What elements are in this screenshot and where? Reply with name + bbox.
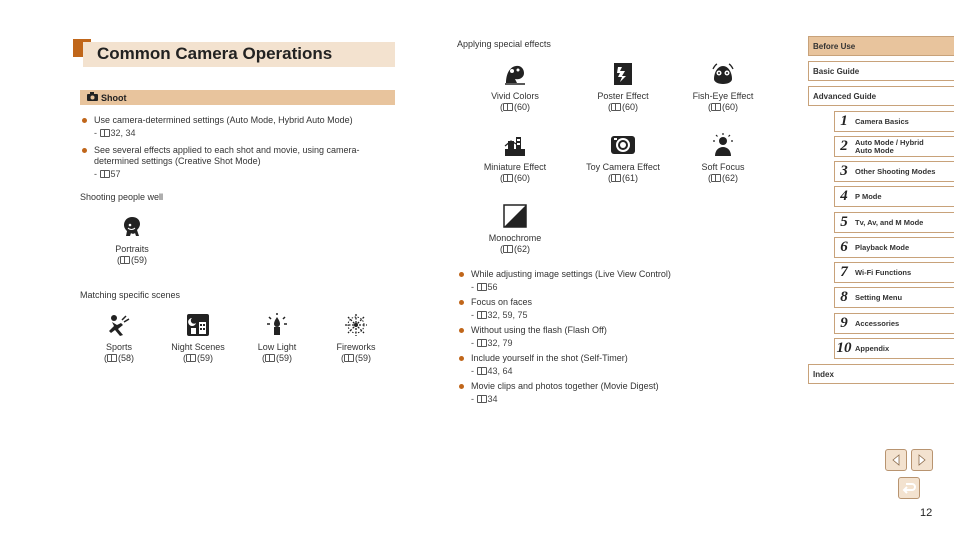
chapter-item[interactable]: 9 Accessories [834, 313, 954, 334]
miniature-effect-label: Miniature Effect [483, 162, 547, 172]
page-title: Common Camera Operations [97, 44, 333, 63]
list-item: Include yourself in the shot (Self-Timer) [457, 353, 787, 364]
page-ref[interactable]: - 34 [471, 394, 498, 404]
vivid-colors-icon [502, 61, 528, 87]
book-icon [477, 395, 487, 403]
book-icon [477, 339, 487, 347]
book-icon [120, 256, 130, 264]
chapter-item[interactable]: 8 Setting Menu [834, 287, 954, 308]
fish-eye-icon [710, 61, 736, 87]
return-icon [902, 482, 916, 494]
fish-eye-effect-label: Fish-Eye Effect [692, 91, 754, 101]
list-item: See several effects applied to each shot and movie, using camera-determined settings (Creative Shot Mode) [80, 145, 400, 167]
sports-icon [106, 312, 132, 338]
page-ref[interactable]: - 32, 79 [471, 338, 513, 348]
chapter-item[interactable]: 2 Auto Mode / Hybrid Auto Mode [834, 136, 954, 157]
toy-camera-effect-label: Toy Camera Effect [586, 162, 660, 172]
fish-eye-effect-item[interactable]: Fish-Eye Effect ( (60) [673, 61, 773, 113]
portrait-icon [119, 214, 145, 240]
book-icon [100, 129, 110, 137]
vivid-colors-item[interactable]: Vivid Colors ( (60) [465, 61, 565, 113]
camera-icon [87, 92, 98, 103]
list-item: Use camera-determined settings (Auto Mode, Hybrid Auto Mode) [80, 115, 400, 126]
chapter-item[interactable]: 1 Camera Basics [834, 111, 954, 132]
arrow-left-icon [890, 454, 902, 466]
monochrome-item[interactable]: Monochrome ( (62) [465, 203, 565, 255]
poster-effect-item[interactable]: Poster Effect ( (60) [573, 61, 673, 113]
night-scenes-icon [185, 312, 211, 338]
page-ref[interactable]: - 56 [471, 282, 498, 292]
miniature-effect-item[interactable]: Miniature Effect ( (60) [465, 132, 565, 184]
book-icon [503, 245, 513, 253]
night-scenes-label: Night Scenes [171, 342, 225, 352]
nav-advanced-guide[interactable]: Advanced Guide [808, 86, 954, 106]
scenes-heading: Matching specific scenes [80, 290, 181, 300]
soft-focus-icon [710, 132, 736, 158]
page-ref[interactable]: - 57 [94, 169, 121, 179]
nav-basic-guide[interactable]: Basic Guide [808, 61, 954, 81]
book-icon [477, 283, 487, 291]
arrow-right-icon [916, 454, 928, 466]
book-icon [611, 174, 621, 182]
page-number: 12 [920, 507, 933, 519]
page-ref[interactable]: - 32, 59, 75 [471, 310, 528, 320]
next-page-button[interactable] [911, 449, 933, 471]
page-ref[interactable]: - 43, 64 [471, 366, 513, 376]
people-heading: Shooting people well [80, 192, 164, 202]
list-item: While adjusting image settings (Live View Control) [457, 269, 787, 280]
chapter-item[interactable]: 4 P Mode [834, 186, 954, 207]
list-item: Without using the flash (Flash Off) [457, 325, 787, 336]
previous-page-button[interactable] [885, 449, 907, 471]
book-icon [344, 354, 354, 362]
shoot-bullets [80, 115, 400, 180]
portraits-item[interactable] [82, 214, 182, 266]
book-icon [100, 170, 110, 178]
portraits-ref: ( (59) [116, 255, 147, 265]
fireworks-item[interactable]: Fireworks ( (59) [306, 312, 406, 364]
low-light-label: Low Light [257, 342, 297, 352]
book-icon [711, 174, 721, 182]
book-icon [477, 367, 487, 375]
miniature-effect-icon [502, 132, 528, 158]
return-button[interactable] [898, 477, 920, 499]
monochrome-icon [502, 203, 528, 229]
fireworks-label: Fireworks [336, 342, 376, 352]
book-icon [265, 354, 275, 362]
book-icon [107, 354, 117, 362]
soft-focus-label: Soft Focus [701, 162, 745, 172]
book-icon [503, 103, 513, 111]
poster-effect-label: Poster Effect [597, 91, 649, 101]
fireworks-icon [343, 312, 369, 338]
low-light-icon [264, 312, 290, 338]
feature-bullets [457, 269, 787, 405]
soft-focus-item[interactable]: Soft Focus ( (62) [673, 132, 773, 184]
low-light-item[interactable]: Low Light ( (59) [227, 312, 327, 364]
book-icon [711, 103, 721, 111]
portraits-label: Portraits [115, 244, 149, 254]
chapter-item[interactable]: 10 Appendix [834, 338, 954, 359]
book-icon [186, 354, 196, 362]
shoot-label: Shoot [101, 92, 127, 103]
effects-heading: Applying special effects [457, 39, 551, 49]
list-item: Movie clips and photos together (Movie Digest) [457, 381, 787, 392]
chapter-item[interactable]: 7 Wi-Fi Functions [834, 262, 954, 283]
page-ref[interactable]: - 32, 34 [94, 128, 136, 138]
toy-camera-icon [610, 132, 636, 158]
monochrome-label: Monochrome [488, 233, 542, 243]
vivid-colors-label: Vivid Colors [491, 91, 539, 101]
toy-camera-effect-item[interactable]: Toy Camera Effect ( (61) [573, 132, 673, 184]
nav-index[interactable]: Index [808, 364, 954, 384]
book-icon [477, 311, 487, 319]
night-scenes-item[interactable]: Night Scenes ( (59) [148, 312, 248, 364]
book-icon [503, 174, 513, 182]
book-icon [611, 103, 621, 111]
shoot-header [80, 90, 395, 105]
chapter-item[interactable]: 6 Playback Mode [834, 237, 954, 258]
poster-effect-icon [610, 61, 636, 87]
chapter-item[interactable]: 3 Other Shooting Modes [834, 161, 954, 182]
sports-label: Sports [105, 342, 132, 352]
sports-item[interactable]: Sports ( (58) [69, 312, 169, 364]
nav-before-use[interactable]: Before Use [808, 36, 954, 56]
chapter-item[interactable]: 5 Tv, Av, and M Mode [834, 212, 954, 233]
list-item: Focus on faces [457, 297, 787, 308]
